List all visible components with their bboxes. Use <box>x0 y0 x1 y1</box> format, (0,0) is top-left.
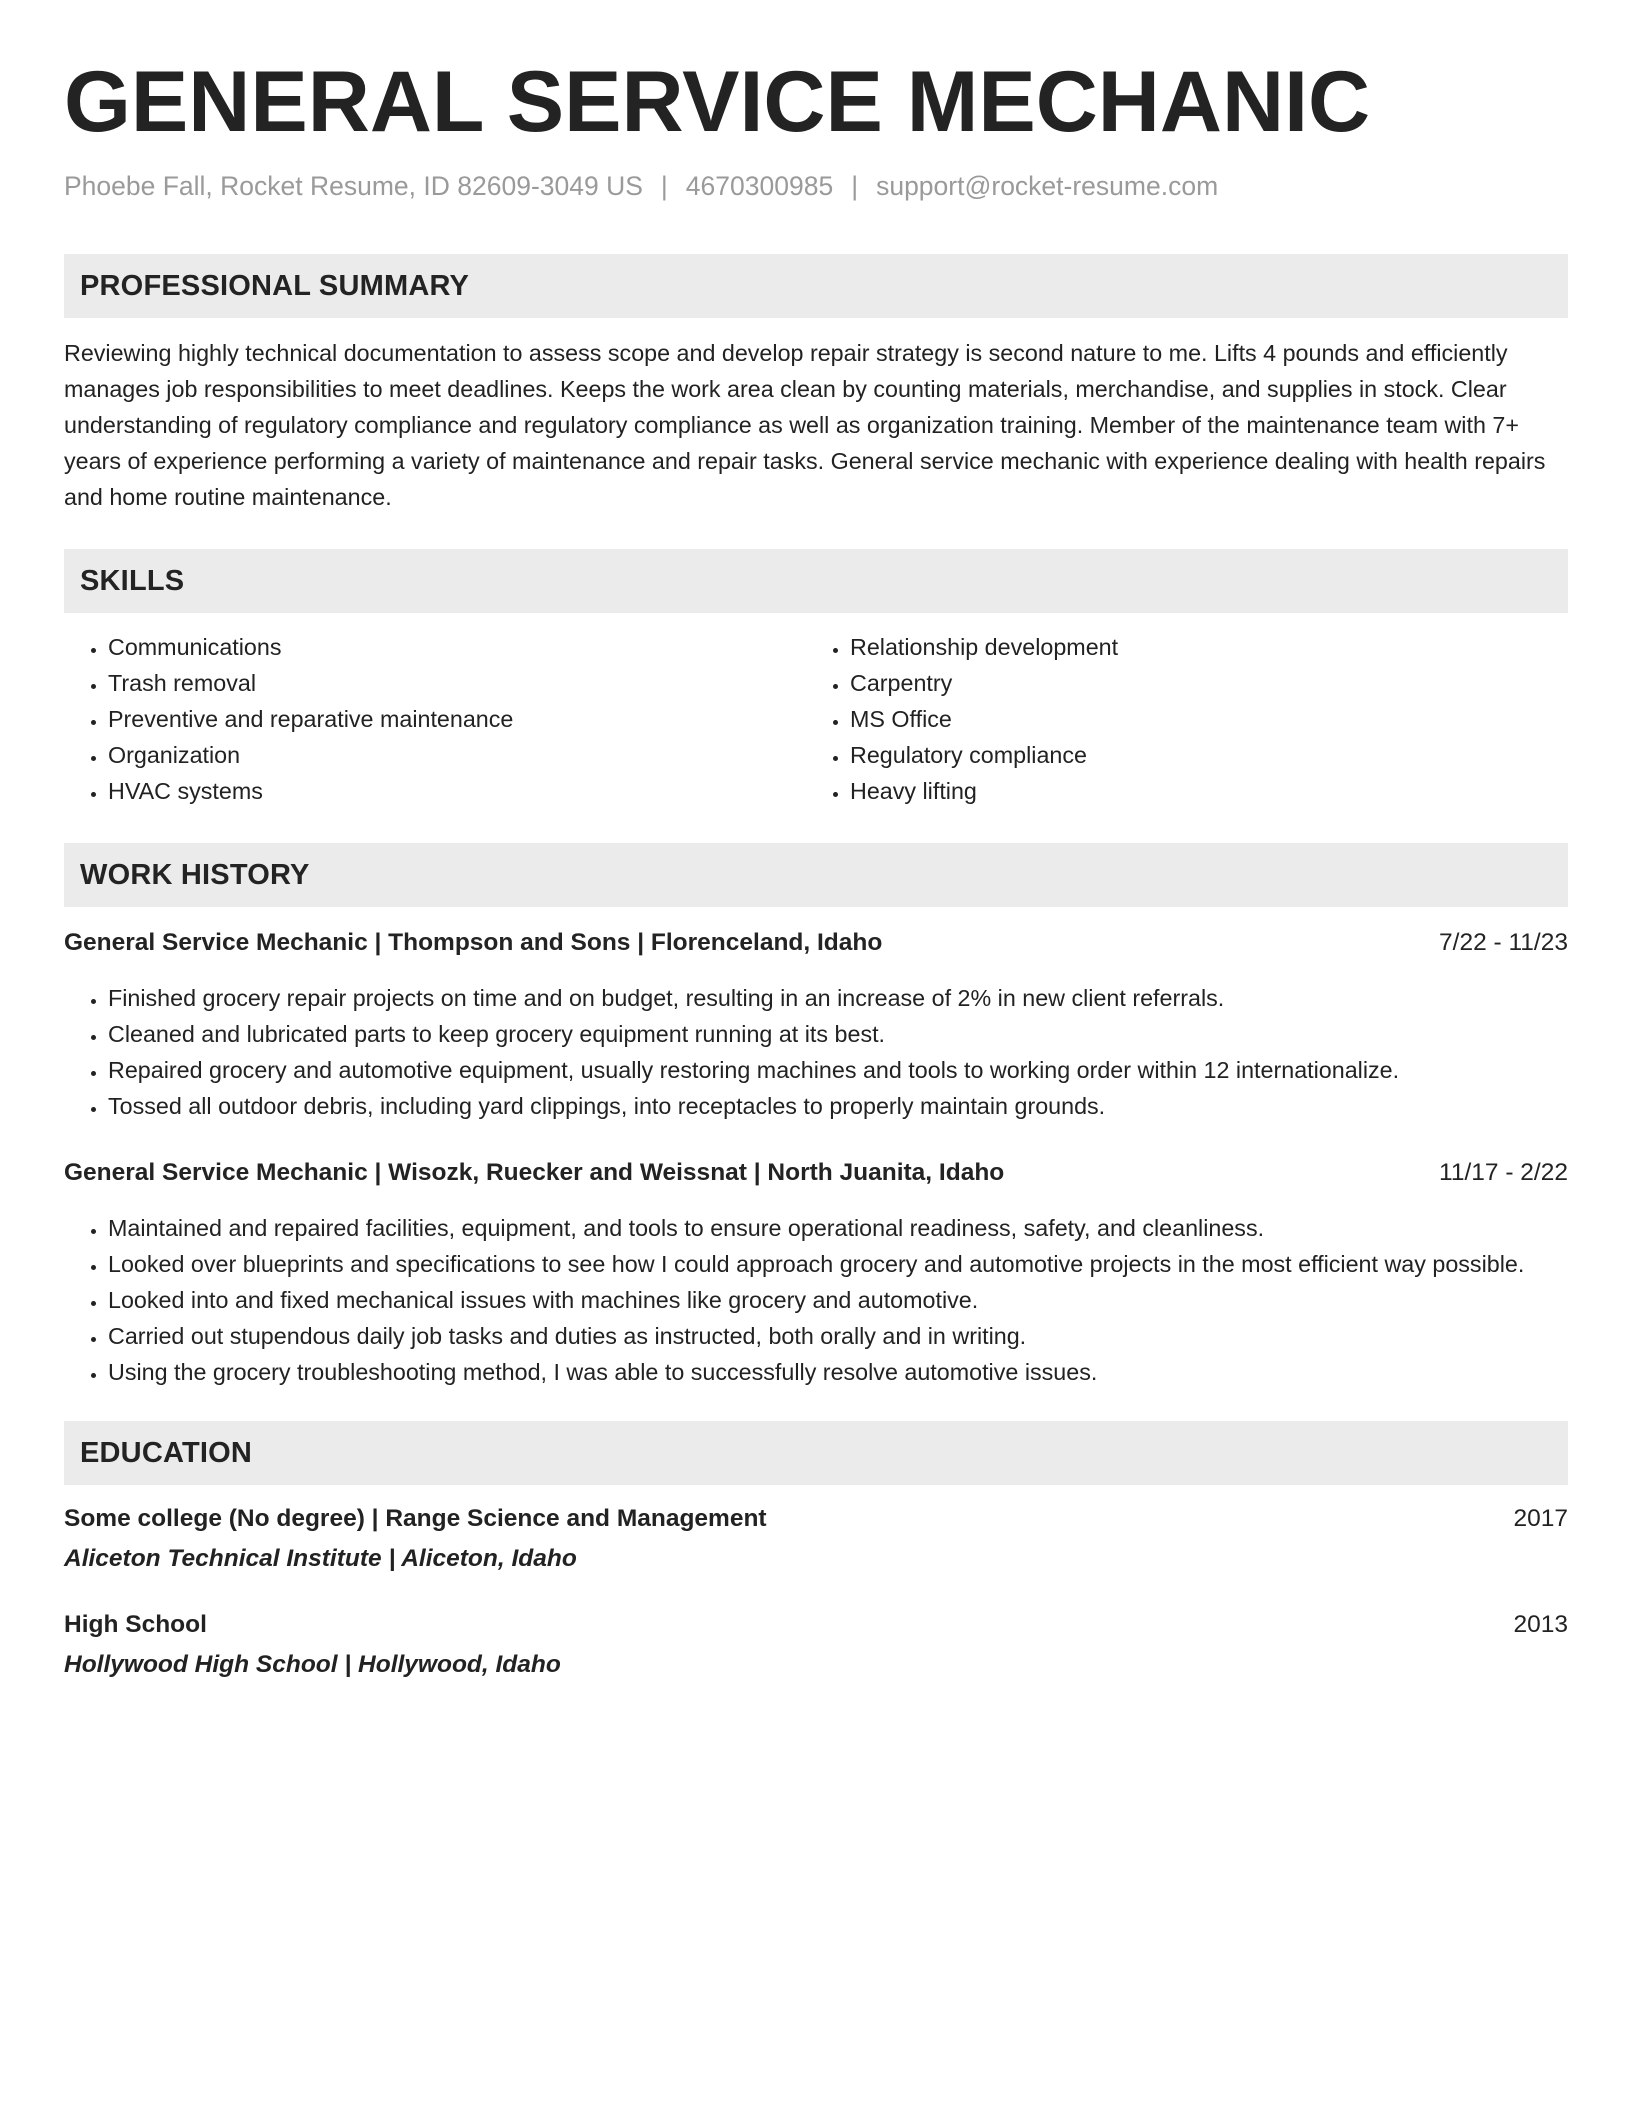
job-bullets <box>64 980 1568 1124</box>
education-year: 2017 <box>1513 1505 1568 1532</box>
skills-column-right <box>806 629 1548 809</box>
skill-item: • Trash removal <box>108 665 806 701</box>
contact-phone: 4670300985 <box>685 171 834 201</box>
job-title: General Service Mechanic | Wisozk, Ruecker and Weissnat | North Juanita, Idaho <box>64 1159 1005 1186</box>
education-entry <box>64 1607 1568 1683</box>
contact-separator: | <box>851 171 859 201</box>
job-bullet: • Looked into and fixed mechanical issues with machines like grocery and automotive. <box>108 1282 1568 1318</box>
skill-item: • HVAC systems <box>108 773 806 809</box>
job-header <box>64 1155 1568 1191</box>
resume-title: GENERAL SERVICE MECHANIC <box>64 54 1371 150</box>
education-header <box>64 1501 1568 1537</box>
job-bullet: • Tossed all outdoor debris, including yard clippings, into receptacles to properly maintain grounds. <box>108 1088 1568 1124</box>
education-degree: Some college (No degree) | Range Science and Management <box>64 1505 767 1532</box>
education-header <box>64 1607 1568 1643</box>
job-bullet: • Finished grocery repair projects on time and on budget, resulting in an increase of 2% in new client referrals. <box>108 980 1568 1016</box>
skills-section-header: SKILLS <box>64 549 1568 613</box>
contact-email: support@rocket-resume.com <box>876 171 1219 201</box>
skill-item: • Carpentry <box>850 665 1548 701</box>
job-bullet: • Using the grocery troubleshooting method, I was able to successfully resolve automotive issues. <box>108 1354 1568 1390</box>
job-entry <box>64 1155 1568 1390</box>
contact-address: Phoebe Fall, Rocket Resume, ID 82609-3049 US <box>64 171 643 201</box>
skill-item: • Organization <box>108 737 806 773</box>
work-history-section-header: WORK HISTORY <box>64 843 1568 907</box>
job-header <box>64 925 1568 961</box>
education-degree: High School <box>64 1611 207 1638</box>
education-school: Hollywood High School | Hollywood, Idaho <box>64 1651 561 1678</box>
job-bullet: • Maintained and repaired facilities, equipment, and tools to ensure operational readiness, safety, and cleanliness. <box>108 1210 1568 1246</box>
skill-item: • MS Office <box>850 701 1548 737</box>
job-title: General Service Mechanic | Thompson and Sons | Florenceland, Idaho <box>64 929 883 956</box>
skill-item: • Heavy lifting <box>850 773 1548 809</box>
education-school: Aliceton Technical Institute | Aliceton, Idaho <box>64 1545 577 1572</box>
skill-item: • Relationship development <box>850 629 1548 665</box>
job-bullet: • Looked over blueprints and specifications to see how I could approach grocery and automotive projects in the most efficient way possible. <box>108 1246 1568 1282</box>
skills-column-left <box>64 629 806 809</box>
job-bullet: • Cleaned and lubricated parts to keep grocery equipment running at its best. <box>108 1016 1568 1052</box>
job-entry <box>64 925 1568 1124</box>
skill-item: • Preventive and reparative maintenance <box>108 701 806 737</box>
contact-separator: | <box>660 171 668 201</box>
job-bullets <box>64 1210 1568 1390</box>
summary-text: Reviewing highly technical documentation to assess scope and develop repair strategy is second nature to me. Lifts 4 pounds and efficiently manages job responsibilities to meet deadlines. Keeps the work area clean by counting materials, merchandise, and supplies in stock. Clear understanding of regulatory compliance and regulatory compliance as well as organization training. Member of the maintenance team with 7+ years of experience performing a variety of maintenance and repair tasks. General service mechanic with experience dealing with health repairs and home routine maintenance. <box>64 340 1546 510</box>
job-dates: 7/22 - 11/23 <box>1439 929 1568 956</box>
summary-section-header: PROFESSIONAL SUMMARY <box>64 254 1568 318</box>
education-section-header: EDUCATION <box>64 1421 1568 1485</box>
skills-grid <box>64 629 1568 809</box>
resume-page <box>64 52 1568 1683</box>
contact-line <box>64 168 1568 204</box>
job-dates: 11/17 - 2/22 <box>1439 1159 1568 1186</box>
skill-item: • Communications <box>108 629 806 665</box>
education-entry <box>64 1501 1568 1577</box>
job-bullet: • Carried out stupendous daily job tasks and duties as instructed, both orally and in writing. <box>108 1318 1568 1354</box>
education-year: 2013 <box>1513 1611 1568 1638</box>
skill-item: • Regulatory compliance <box>850 737 1548 773</box>
job-bullet: • Repaired grocery and automotive equipment, usually restoring machines and tools to working order within 12 internationalize. <box>108 1052 1568 1088</box>
